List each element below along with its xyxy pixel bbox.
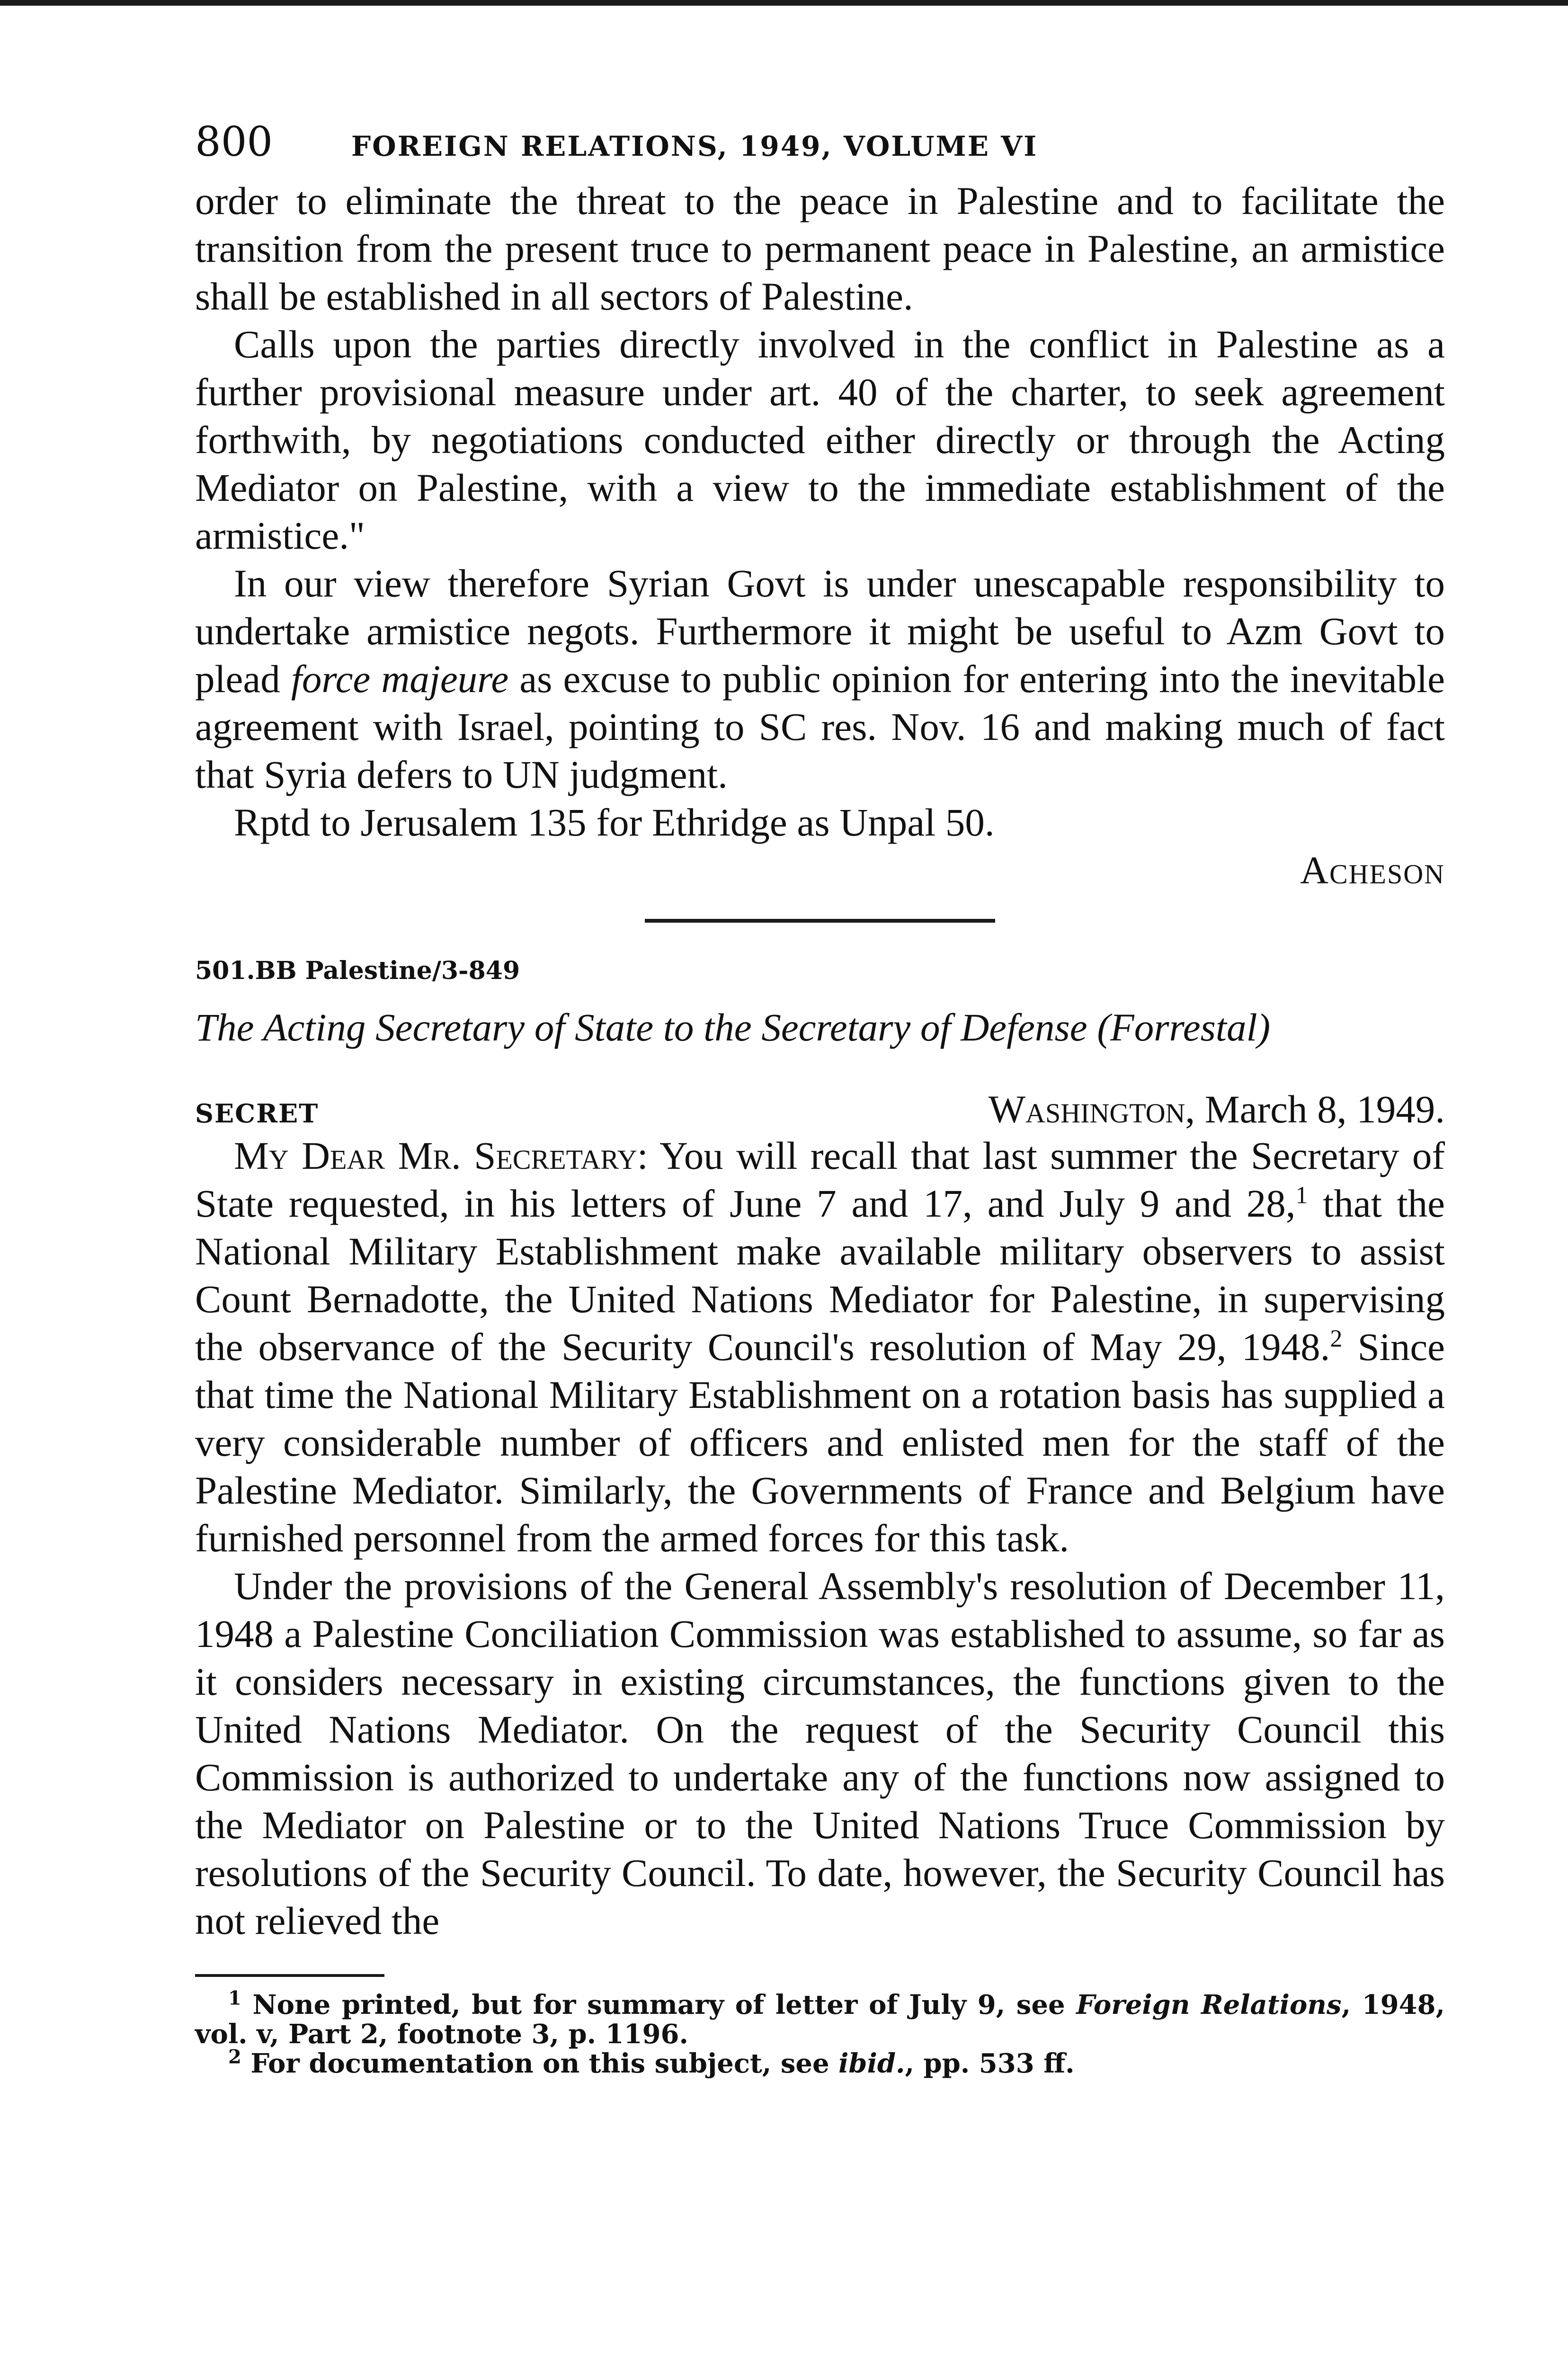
paragraph: Under the provisions of the General Assembly's resolution of December 11, 1948 a Palestine Conciliation Commission was established to assume, so far as it considers necessary in existing circumstances, the functions given to the United Nations Mediator. On the request of the Security Council this Commission is authorized to undertake any of the functions now assigned to the Mediator on Palestine or to the United Nations Truce Commission by resolutions of the Security Council. To date, however, the Security Council has not relieved the: [195, 1564, 1445, 1942]
text-run: None printed, but for summary of letter of July 9, see: [241, 1989, 1077, 2020]
footnote-number: 2: [228, 2046, 241, 2068]
footnote-number: 1: [228, 1987, 241, 2010]
running-head: [195, 118, 1445, 170]
paragraph: order to eliminate the threat to the peace in Palestine and to facilitate the transition from the present truce to permanent peace in Palestine, an armistice shall be established in all sectors of Palestine.: [195, 179, 1445, 318]
footnote-rule: [195, 1974, 384, 1977]
document-divider: [645, 919, 995, 923]
italic-title: ibid.: [838, 2048, 905, 2079]
document-heading: [195, 1001, 1445, 1053]
document-page: [195, 118, 1445, 2078]
signature: Acheson: [1300, 848, 1445, 892]
footnotes: [195, 1987, 1445, 2079]
text-run: You will recall that last summer the Secretary of State requested, in his letters of June 7 and 17, and July 9 and 28,: [195, 1134, 1445, 1225]
place-and-date: [989, 1086, 1445, 1132]
heading-text: ): [1257, 1006, 1271, 1049]
journal-title: FOREIGN RELATIONS, 1949, VOLUME VI: [351, 130, 1038, 162]
footnote-marker: 1: [1295, 1182, 1308, 1209]
page-number: 800: [195, 118, 273, 166]
text-run: In our view therefore Syrian Govt is under unescapable responsibility to undertake armistice negots. Furthermore it might be useful to Azm Govt to plead: [195, 561, 1445, 701]
file-reference: 501.BB Palestine/3-849: [195, 956, 520, 985]
text-run: , pp. 533 ff.: [905, 2048, 1075, 2079]
text-run: Since that time the National Military Establishment on a rotation basis has supplied a very considerable number of officers and enlisted men for the staff of the Palestine Mediator. Similarly, the Governments of France and Belgium have furnished personnel from the armed forces for this task.: [195, 1325, 1445, 1560]
letter-body: [195, 1132, 1445, 1945]
footnote: [195, 2046, 1445, 2079]
heading-name: Forrestal: [1110, 1006, 1257, 1049]
italic-title: Foreign Relations: [1076, 1989, 1342, 2020]
dateline: [195, 1086, 1445, 1132]
date: , March 8, 1949.: [1185, 1087, 1445, 1131]
paragraph: Calls upon the parties directly involved in the conflict in Palestine as a further provisional measure under art. 40 of the charter, to seek agreement forthwith, by negotiations conducted either directly or through the Acting Mediator on Palestine, with a view to the immediate establishment of the armistice.": [195, 322, 1445, 557]
heading-text: The Acting Secretary of State to the Secretary of Defense (: [195, 1006, 1111, 1049]
text-run: , 1948, vol. v, Part 2, footnote 3, p. 1196.: [195, 1989, 1445, 2050]
paragraph: [195, 1132, 1445, 1562]
italic-phrase: force majeure: [291, 657, 509, 701]
paragraph: Rptd to Jerusalem 135 for Ethridge as Unpal 50.: [234, 801, 995, 844]
text-run: that the National Military Establishment make available military observers to assist Count Bernadotte, the United Nations Mediator for Palestine, in supervising the observance of the Security Council's resolution of May 29, 1948.: [195, 1182, 1445, 1369]
text-run: as excuse to public opinion for entering into the inevitable agreement with Israel, pointing to SC res. Nov. 16 and making much of fact that Syria defers to UN judgment.: [195, 657, 1445, 796]
footnote-marker: 2: [1330, 1325, 1343, 1353]
classification-label: SECRET: [195, 1098, 319, 1129]
text-run: For documentation on this subject, see: [241, 2048, 839, 2079]
salutation: My Dear Mr. Secretary:: [234, 1134, 648, 1177]
top-edge-rule: [0, 0, 1568, 6]
place: Washington: [988, 1087, 1185, 1131]
footnote: [195, 1987, 1445, 2050]
previous-document-text: [195, 177, 1445, 894]
paragraph: [195, 560, 1445, 799]
